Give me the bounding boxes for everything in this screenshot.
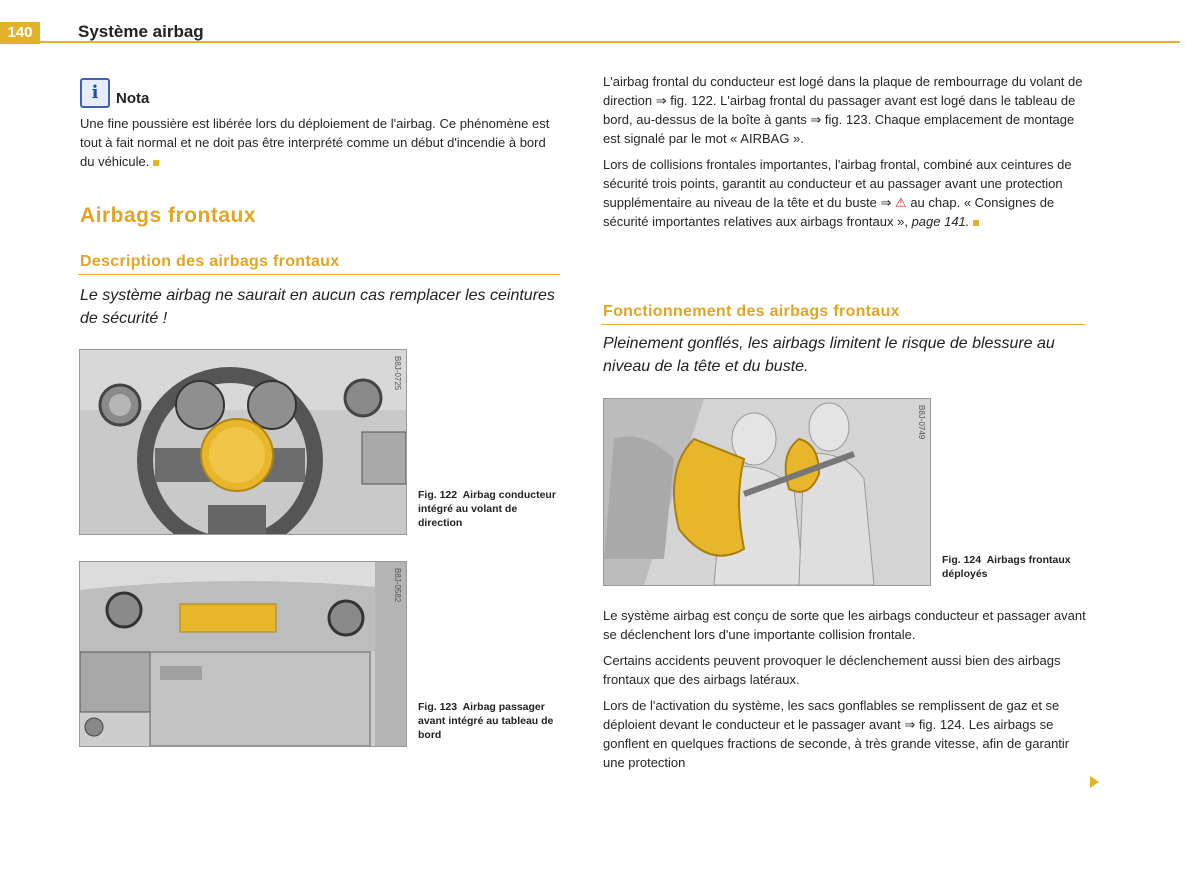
subsection-title: Description des airbags frontaux [80, 253, 340, 270]
figure-caption [942, 553, 1082, 581]
figure-dashboard [79, 561, 407, 747]
deployed-airbags-illustration [604, 399, 930, 585]
paragraph [603, 155, 1087, 231]
caption-text: Airbag passager avant intégré au tableau de bord [418, 701, 554, 741]
nota-body [80, 114, 555, 178]
right-column-top [603, 72, 1087, 238]
page-header-title: Système airbag [78, 22, 204, 41]
end-marker-icon [153, 160, 159, 166]
figure-deployed-airbags [603, 398, 931, 586]
right-column-bottom [603, 606, 1087, 779]
warning-triangle-icon: ⚠ [895, 195, 907, 210]
dashboard-illustration [80, 562, 406, 746]
lead-text: Le système airbag ne saurait en aucun cas remplacer les ceintures de sécurité ! [80, 287, 555, 327]
figure-code: B8J-0749 [917, 405, 926, 440]
subsection-rule [78, 274, 560, 275]
figure-caption [418, 700, 563, 742]
end-marker-icon [973, 220, 979, 226]
paragraph-text: au chap. « Consignes de sécurité importantes relatives aux airbags frontaux », [603, 195, 1055, 229]
figure-code: B8J-0582 [393, 568, 402, 603]
section-title: Airbags frontaux [80, 204, 257, 227]
paragraph-text: Lors de collisions frontales importantes, l'airbag frontal, combiné aux ceintures de sécurité trois points, garantit au conducteur et au passager avant une protection supplémentaire au niveau de la tête et du buste ⇒ [603, 157, 1072, 210]
paragraph: Certains accidents peuvent provoquer le déclenchement aussi bien des airbags frontaux que des airbags latéraux. [603, 653, 1061, 687]
page-number: 140 [0, 22, 40, 44]
info-icon: i [80, 78, 110, 108]
figure-code: B8J-0725 [393, 356, 402, 391]
subsection-title: Fonctionnement des airbags frontaux [603, 303, 900, 320]
steering-wheel-illustration [80, 350, 406, 534]
paragraph: L'airbag frontal du conducteur est logé dans la plaque de rembourrage du volant de direction ⇒ fig. 122. L'airbag frontal du passager avant est logé dans le tableau de bord, au-dessus de la boîte à gants ⇒ fig. 123. Chaque emplacement de montage est signalé par le mot « AIRBAG ». [603, 74, 1083, 146]
page-reference[interactable]: page 141. [911, 214, 970, 229]
figure-caption [418, 488, 558, 530]
figure-steering-wheel [79, 349, 407, 535]
lead-text: Pleinement gonflés, les airbags limitent le risque de blessure au niveau de la tête et du buste. [603, 335, 1055, 375]
paragraph: Lors de l'activation du système, les sacs gonflables se remplissent de gaz et se déploient devant le conducteur et le passager avant ⇒ fig. 124. Les airbags se gonflent en quelques fractions de seconde, à très grande vitesse, afin de garantir une protection [603, 698, 1070, 770]
caption-text: Airbags frontaux déployés [942, 554, 1071, 580]
nota-label: Nota [116, 90, 150, 107]
caption-number: Fig. 122 [418, 489, 458, 501]
header-rule [40, 41, 1180, 43]
caption-number: Fig. 123 [418, 701, 458, 713]
subsection-rule [601, 324, 1085, 325]
caption-text: Airbag conducteur intégré au volant de direction [418, 489, 556, 529]
paragraph: Le système airbag est conçu de sorte que les airbags conducteur et passager avant se déclenchent lors d'une importante collision frontale. [603, 608, 1086, 642]
nota-text: Une fine poussière est libérée lors du déploiement de l'airbag. Ce phénomène est tout à fait normal et ne doit pas être interprété comme un début d'incendie à bord du véhicule. [80, 116, 550, 169]
caption-number: Fig. 124 [942, 554, 982, 566]
continue-arrow-icon [1090, 776, 1099, 788]
